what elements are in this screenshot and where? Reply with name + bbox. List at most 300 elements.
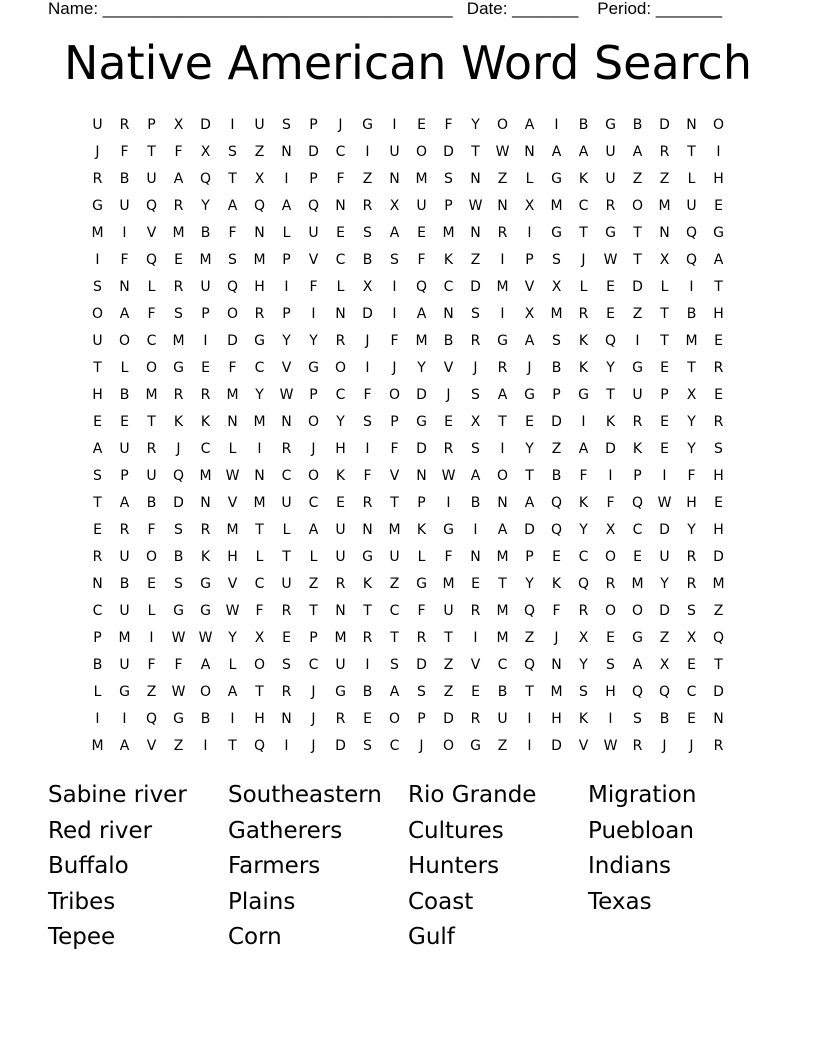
grid-letter[interactable]: E bbox=[417, 224, 426, 241]
period-line[interactable]: _______ bbox=[655, 0, 723, 18]
grid-letter[interactable]: Y bbox=[660, 575, 669, 592]
grid-letter[interactable]: M bbox=[388, 521, 401, 538]
grid-letter[interactable]: K bbox=[605, 413, 616, 430]
grid-letter[interactable]: C bbox=[308, 656, 319, 673]
grid-letter[interactable]: G bbox=[605, 116, 616, 133]
grid-letter[interactable]: U bbox=[119, 440, 130, 457]
grid-letter[interactable]: F bbox=[390, 440, 399, 457]
grid-letter[interactable]: M bbox=[334, 629, 347, 646]
grid-letter[interactable]: G bbox=[551, 170, 562, 187]
grid-letter[interactable]: F bbox=[228, 359, 237, 376]
grid-letter[interactable]: N bbox=[551, 656, 562, 673]
grid-letter[interactable]: P bbox=[309, 386, 318, 403]
grid-letter[interactable]: V bbox=[470, 656, 481, 673]
grid-letter[interactable]: L bbox=[579, 278, 588, 295]
grid-letter[interactable]: O bbox=[442, 737, 455, 754]
grid-letter[interactable]: B bbox=[173, 548, 184, 565]
grid-letter[interactable]: W bbox=[171, 683, 186, 700]
grid-letter[interactable]: J bbox=[338, 116, 343, 133]
grid-letter[interactable]: Q bbox=[712, 629, 725, 646]
grid-letter[interactable]: Q bbox=[550, 494, 563, 511]
grid-letter[interactable]: E bbox=[687, 710, 696, 727]
grid-letter[interactable]: D bbox=[659, 602, 670, 619]
grid-letter[interactable]: K bbox=[578, 332, 589, 349]
grid-letter[interactable]: T bbox=[525, 683, 534, 700]
grid-letter[interactable]: O bbox=[604, 602, 617, 619]
grid-letter[interactable]: Q bbox=[631, 683, 644, 700]
grid-letter[interactable]: D bbox=[416, 656, 427, 673]
grid-letter[interactable]: M bbox=[226, 521, 239, 538]
grid-letter[interactable]: F bbox=[390, 332, 399, 349]
grid-letter[interactable]: N bbox=[497, 197, 508, 214]
grid-letter[interactable]: C bbox=[632, 521, 643, 538]
grid-letter[interactable]: T bbox=[228, 737, 237, 754]
grid-letter[interactable]: H bbox=[227, 548, 238, 565]
grid-letter[interactable]: N bbox=[389, 170, 400, 187]
grid-letter[interactable]: Q bbox=[172, 467, 185, 484]
grid-letter[interactable]: G bbox=[632, 629, 643, 646]
grid-letter[interactable]: E bbox=[174, 251, 183, 268]
grid-letter[interactable]: I bbox=[689, 278, 694, 295]
grid-letter[interactable]: C bbox=[335, 143, 346, 160]
grid-letter[interactable]: O bbox=[388, 710, 401, 727]
grid-letter[interactable]: T bbox=[390, 494, 399, 511]
grid-letter[interactable]: Z bbox=[173, 737, 184, 754]
grid-letter[interactable]: I bbox=[500, 305, 505, 322]
grid-letter[interactable]: T bbox=[498, 413, 507, 430]
grid-letter[interactable]: X bbox=[389, 197, 400, 214]
grid-letter[interactable]: R bbox=[173, 197, 184, 214]
grid-letter[interactable]: S bbox=[606, 656, 615, 673]
grid-letter[interactable]: A bbox=[119, 737, 130, 754]
grid-letter[interactable]: A bbox=[173, 170, 184, 187]
grid-letter[interactable]: I bbox=[95, 710, 100, 727]
grid-letter[interactable]: J bbox=[311, 737, 316, 754]
grid-letter[interactable]: A bbox=[578, 143, 589, 160]
grid-letter[interactable]: P bbox=[660, 386, 669, 403]
grid-letter[interactable]: H bbox=[254, 710, 265, 727]
grid-letter[interactable]: I bbox=[716, 143, 721, 160]
grid-letter[interactable]: M bbox=[172, 332, 185, 349]
grid-letter[interactable]: A bbox=[632, 143, 643, 160]
grid-letter[interactable]: R bbox=[713, 359, 724, 376]
grid-letter[interactable]: N bbox=[335, 305, 346, 322]
grid-letter[interactable]: G bbox=[200, 602, 211, 619]
grid-letter[interactable]: O bbox=[388, 386, 401, 403]
grid-letter[interactable]: M bbox=[253, 251, 266, 268]
grid-letter[interactable]: D bbox=[713, 683, 724, 700]
grid-letter[interactable]: T bbox=[309, 602, 318, 619]
grid-letter[interactable]: M bbox=[91, 224, 104, 241]
grid-letter[interactable]: E bbox=[714, 197, 723, 214]
grid-letter[interactable]: E bbox=[93, 521, 102, 538]
grid-letter[interactable]: A bbox=[227, 683, 238, 700]
grid-letter[interactable]: U bbox=[632, 386, 643, 403]
grid-letter[interactable]: C bbox=[308, 494, 319, 511]
grid-letter[interactable]: C bbox=[281, 467, 292, 484]
grid-letter[interactable]: M bbox=[91, 737, 104, 754]
grid-letter[interactable]: I bbox=[581, 413, 586, 430]
grid-letter[interactable]: D bbox=[605, 440, 616, 457]
grid-letter[interactable]: E bbox=[660, 359, 669, 376]
grid-letter[interactable]: K bbox=[362, 575, 373, 592]
grid-letter[interactable]: E bbox=[687, 656, 696, 673]
grid-letter[interactable]: A bbox=[470, 467, 481, 484]
grid-letter[interactable]: A bbox=[119, 494, 130, 511]
grid-letter[interactable]: J bbox=[365, 332, 370, 349]
grid-letter[interactable]: U bbox=[92, 116, 103, 133]
grid-letter[interactable]: N bbox=[443, 305, 454, 322]
grid-letter[interactable]: O bbox=[712, 116, 725, 133]
grid-letter[interactable]: R bbox=[443, 440, 454, 457]
grid-letter[interactable]: G bbox=[416, 575, 427, 592]
grid-letter[interactable]: U bbox=[92, 332, 103, 349]
grid-letter[interactable]: T bbox=[714, 656, 723, 673]
grid-letter[interactable]: K bbox=[200, 413, 211, 430]
grid-letter[interactable]: R bbox=[281, 602, 292, 619]
grid-letter[interactable]: T bbox=[363, 602, 372, 619]
grid-letter[interactable]: L bbox=[228, 656, 237, 673]
grid-letter[interactable]: G bbox=[200, 575, 211, 592]
grid-letter[interactable]: P bbox=[633, 467, 642, 484]
grid-letter[interactable]: E bbox=[93, 413, 102, 430]
grid-letter[interactable]: Y bbox=[525, 575, 534, 592]
grid-letter[interactable]: C bbox=[146, 332, 157, 349]
grid-letter[interactable]: T bbox=[687, 143, 696, 160]
grid-letter[interactable]: F bbox=[579, 467, 588, 484]
grid-letter[interactable]: E bbox=[336, 494, 345, 511]
grid-letter[interactable]: C bbox=[335, 251, 346, 268]
grid-letter[interactable]: M bbox=[415, 332, 428, 349]
grid-letter[interactable]: J bbox=[554, 629, 559, 646]
grid-letter[interactable]: N bbox=[200, 494, 211, 511]
grid-letter[interactable]: R bbox=[281, 683, 292, 700]
grid-letter[interactable]: Q bbox=[631, 494, 644, 511]
grid-letter[interactable]: M bbox=[145, 386, 158, 403]
grid-letter[interactable]: R bbox=[119, 521, 130, 538]
grid-letter[interactable]: M bbox=[685, 332, 698, 349]
grid-letter[interactable]: M bbox=[118, 629, 131, 646]
grid-letter[interactable]: A bbox=[551, 143, 562, 160]
grid-letter[interactable]: X bbox=[524, 305, 535, 322]
grid-letter[interactable]: M bbox=[442, 224, 455, 241]
grid-letter[interactable]: F bbox=[552, 602, 561, 619]
grid-letter[interactable]: O bbox=[415, 143, 428, 160]
grid-letter[interactable]: T bbox=[606, 386, 615, 403]
grid-letter[interactable]: C bbox=[578, 548, 589, 565]
grid-letter[interactable]: R bbox=[713, 413, 724, 430]
grid-letter[interactable]: T bbox=[390, 629, 399, 646]
grid-letter[interactable]: I bbox=[392, 278, 397, 295]
grid-letter[interactable]: N bbox=[470, 170, 481, 187]
grid-letter[interactable]: S bbox=[552, 332, 561, 349]
grid-letter[interactable]: X bbox=[254, 629, 265, 646]
grid-letter[interactable]: V bbox=[227, 575, 238, 592]
grid-letter[interactable]: P bbox=[552, 386, 561, 403]
grid-letter[interactable]: A bbox=[119, 305, 130, 322]
grid-letter[interactable]: C bbox=[443, 278, 454, 295]
grid-letter[interactable]: T bbox=[525, 467, 534, 484]
grid-letter[interactable]: S bbox=[390, 656, 399, 673]
grid-letter[interactable]: N bbox=[524, 143, 535, 160]
grid-letter[interactable]: X bbox=[578, 629, 589, 646]
grid-letter[interactable]: N bbox=[362, 521, 373, 538]
grid-letter[interactable]: V bbox=[443, 359, 454, 376]
grid-letter[interactable]: M bbox=[658, 197, 671, 214]
grid-letter[interactable]: C bbox=[254, 575, 265, 592]
grid-letter[interactable]: G bbox=[308, 359, 319, 376]
grid-letter[interactable]: M bbox=[253, 413, 266, 430]
grid-letter[interactable]: A bbox=[578, 440, 589, 457]
grid-letter[interactable]: Z bbox=[470, 251, 481, 268]
grid-letter[interactable]: R bbox=[200, 386, 211, 403]
grid-letter[interactable]: D bbox=[551, 413, 562, 430]
grid-letter[interactable]: I bbox=[608, 467, 613, 484]
grid-letter[interactable]: U bbox=[308, 224, 319, 241]
grid-letter[interactable]: N bbox=[713, 710, 724, 727]
grid-letter[interactable]: B bbox=[92, 656, 103, 673]
grid-letter[interactable]: R bbox=[335, 575, 346, 592]
grid-letter[interactable]: T bbox=[444, 629, 453, 646]
grid-letter[interactable]: F bbox=[147, 521, 156, 538]
grid-letter[interactable]: G bbox=[416, 413, 427, 430]
grid-letter[interactable]: H bbox=[605, 683, 616, 700]
grid-letter[interactable]: T bbox=[93, 359, 102, 376]
grid-letter[interactable]: L bbox=[309, 548, 318, 565]
grid-letter[interactable]: U bbox=[254, 116, 265, 133]
grid-letter[interactable]: U bbox=[146, 467, 157, 484]
grid-letter[interactable]: H bbox=[335, 440, 346, 457]
grid-letter[interactable]: W bbox=[279, 386, 294, 403]
grid-letter[interactable]: Y bbox=[579, 521, 588, 538]
grid-letter[interactable]: F bbox=[417, 251, 426, 268]
grid-letter[interactable]: X bbox=[659, 656, 670, 673]
grid-letter[interactable]: D bbox=[659, 116, 670, 133]
grid-letter[interactable]: S bbox=[390, 251, 399, 268]
grid-letter[interactable]: B bbox=[686, 305, 697, 322]
grid-letter[interactable]: Z bbox=[659, 629, 670, 646]
grid-letter[interactable]: A bbox=[524, 332, 535, 349]
grid-letter[interactable]: U bbox=[119, 197, 130, 214]
grid-letter[interactable]: I bbox=[284, 170, 289, 187]
grid-letter[interactable]: G bbox=[362, 548, 373, 565]
grid-letter[interactable]: R bbox=[416, 629, 427, 646]
grid-letter[interactable]: D bbox=[335, 737, 346, 754]
grid-letter[interactable]: U bbox=[605, 170, 616, 187]
grid-letter[interactable]: S bbox=[93, 278, 102, 295]
grid-letter[interactable]: T bbox=[633, 224, 642, 241]
grid-letter[interactable]: X bbox=[362, 278, 373, 295]
grid-letter[interactable]: W bbox=[657, 494, 672, 511]
grid-letter[interactable]: G bbox=[470, 737, 481, 754]
grid-letter[interactable]: H bbox=[713, 467, 724, 484]
grid-letter[interactable]: P bbox=[309, 170, 318, 187]
grid-letter[interactable]: O bbox=[118, 332, 131, 349]
grid-letter[interactable]: J bbox=[311, 440, 316, 457]
grid-letter[interactable]: R bbox=[497, 359, 508, 376]
grid-letter[interactable]: H bbox=[713, 521, 724, 538]
grid-letter[interactable]: S bbox=[471, 440, 480, 457]
grid-letter[interactable]: X bbox=[686, 629, 697, 646]
grid-letter[interactable]: T bbox=[471, 143, 480, 160]
grid-letter[interactable]: Q bbox=[604, 332, 617, 349]
grid-letter[interactable]: Y bbox=[201, 197, 210, 214]
grid-letter[interactable]: F bbox=[336, 170, 345, 187]
grid-letter[interactable]: H bbox=[254, 278, 265, 295]
grid-letter[interactable]: T bbox=[633, 251, 642, 268]
grid-letter[interactable]: E bbox=[606, 278, 615, 295]
grid-letter[interactable]: D bbox=[659, 521, 670, 538]
grid-letter[interactable]: M bbox=[496, 629, 509, 646]
grid-letter[interactable]: K bbox=[578, 359, 589, 376]
grid-letter[interactable]: L bbox=[525, 170, 534, 187]
grid-letter[interactable]: B bbox=[551, 359, 562, 376]
grid-letter[interactable]: R bbox=[173, 386, 184, 403]
grid-letter[interactable]: B bbox=[362, 251, 373, 268]
grid-letter[interactable]: O bbox=[91, 305, 104, 322]
grid-letter[interactable]: E bbox=[471, 683, 480, 700]
grid-letter[interactable]: A bbox=[524, 494, 535, 511]
grid-letter[interactable]: G bbox=[551, 224, 562, 241]
grid-letter[interactable]: B bbox=[497, 683, 508, 700]
grid-letter[interactable]: I bbox=[473, 521, 478, 538]
grid-letter[interactable]: Y bbox=[255, 386, 264, 403]
grid-letter[interactable]: Q bbox=[145, 710, 158, 727]
grid-letter[interactable]: X bbox=[524, 197, 535, 214]
grid-letter[interactable]: F bbox=[363, 386, 372, 403]
grid-letter[interactable]: U bbox=[416, 197, 427, 214]
grid-letter[interactable]: A bbox=[497, 521, 508, 538]
grid-letter[interactable]: E bbox=[606, 629, 615, 646]
grid-letter[interactable]: O bbox=[145, 359, 158, 376]
grid-letter[interactable]: E bbox=[552, 548, 561, 565]
grid-letter[interactable]: R bbox=[254, 305, 265, 322]
grid-letter[interactable]: M bbox=[226, 386, 239, 403]
grid-letter[interactable]: I bbox=[122, 224, 127, 241]
grid-letter[interactable]: Z bbox=[389, 575, 400, 592]
grid-letter[interactable]: I bbox=[230, 116, 235, 133]
grid-letter[interactable]: R bbox=[335, 710, 346, 727]
grid-letter[interactable]: Z bbox=[308, 575, 319, 592]
grid-letter[interactable]: F bbox=[174, 143, 183, 160]
grid-letter[interactable]: M bbox=[172, 224, 185, 241]
grid-letter[interactable]: N bbox=[281, 710, 292, 727]
grid-letter[interactable]: U bbox=[335, 548, 346, 565]
grid-letter[interactable]: T bbox=[498, 575, 507, 592]
grid-letter[interactable]: O bbox=[496, 116, 509, 133]
grid-letter[interactable]: O bbox=[631, 197, 644, 214]
grid-letter[interactable]: E bbox=[471, 575, 480, 592]
grid-letter[interactable]: Q bbox=[685, 224, 698, 241]
grid-letter[interactable]: B bbox=[146, 494, 157, 511]
grid-letter[interactable]: N bbox=[470, 548, 481, 565]
grid-letter[interactable]: S bbox=[471, 386, 480, 403]
grid-letter[interactable]: D bbox=[713, 548, 724, 565]
grid-letter[interactable]: D bbox=[308, 143, 319, 160]
grid-letter[interactable]: S bbox=[174, 575, 183, 592]
grid-letter[interactable]: Q bbox=[415, 278, 428, 295]
grid-letter[interactable]: E bbox=[660, 440, 669, 457]
grid-letter[interactable]: G bbox=[362, 116, 373, 133]
grid-letter[interactable]: Y bbox=[417, 359, 426, 376]
grid-letter[interactable]: S bbox=[714, 440, 723, 457]
grid-letter[interactable]: Q bbox=[145, 251, 158, 268]
grid-letter[interactable]: S bbox=[579, 683, 588, 700]
grid-letter[interactable]: W bbox=[468, 197, 483, 214]
grid-letter[interactable]: O bbox=[199, 683, 212, 700]
grid-letter[interactable]: U bbox=[146, 170, 157, 187]
grid-letter[interactable]: A bbox=[632, 656, 643, 673]
grid-letter[interactable]: D bbox=[443, 143, 454, 160]
grid-letter[interactable]: Y bbox=[336, 413, 345, 430]
grid-letter[interactable]: T bbox=[228, 170, 237, 187]
grid-letter[interactable]: H bbox=[713, 170, 724, 187]
grid-letter[interactable]: J bbox=[392, 359, 397, 376]
grid-letter[interactable]: F bbox=[687, 467, 696, 484]
grid-letter[interactable]: E bbox=[714, 332, 723, 349]
grid-letter[interactable]: Z bbox=[497, 737, 508, 754]
grid-letter[interactable]: C bbox=[200, 440, 211, 457]
grid-letter[interactable]: H bbox=[551, 710, 562, 727]
grid-letter[interactable]: Z bbox=[443, 656, 454, 673]
grid-letter[interactable]: Q bbox=[307, 197, 320, 214]
grid-letter[interactable]: M bbox=[199, 251, 212, 268]
grid-letter[interactable]: U bbox=[281, 575, 292, 592]
grid-letter[interactable]: H bbox=[713, 305, 724, 322]
grid-letter[interactable]: D bbox=[173, 494, 184, 511]
grid-letter[interactable]: K bbox=[173, 413, 184, 430]
grid-letter[interactable]: R bbox=[92, 548, 103, 565]
grid-letter[interactable]: C bbox=[578, 197, 589, 214]
grid-letter[interactable]: S bbox=[93, 467, 102, 484]
grid-letter[interactable]: R bbox=[470, 332, 481, 349]
grid-letter[interactable]: O bbox=[631, 602, 644, 619]
grid-letter[interactable]: J bbox=[689, 737, 694, 754]
grid-letter[interactable]: R bbox=[632, 413, 643, 430]
grid-letter[interactable]: O bbox=[307, 467, 320, 484]
grid-letter[interactable]: S bbox=[687, 602, 696, 619]
grid-letter[interactable]: S bbox=[228, 251, 237, 268]
grid-letter[interactable]: J bbox=[311, 710, 316, 727]
grid-letter[interactable]: S bbox=[282, 656, 291, 673]
grid-letter[interactable]: D bbox=[443, 710, 454, 727]
grid-letter[interactable]: M bbox=[496, 278, 509, 295]
grid-letter[interactable]: T bbox=[282, 548, 291, 565]
grid-letter[interactable]: D bbox=[416, 440, 427, 457]
grid-letter[interactable]: H bbox=[92, 386, 103, 403]
grid-letter[interactable]: E bbox=[660, 413, 669, 430]
grid-letter[interactable]: M bbox=[415, 170, 428, 187]
grid-letter[interactable]: X bbox=[659, 251, 670, 268]
grid-letter[interactable]: I bbox=[446, 494, 451, 511]
grid-letter[interactable]: J bbox=[311, 683, 316, 700]
grid-letter[interactable]: S bbox=[363, 224, 372, 241]
grid-letter[interactable]: O bbox=[253, 656, 266, 673]
grid-letter[interactable]: I bbox=[392, 305, 397, 322]
grid-letter[interactable]: Y bbox=[687, 440, 696, 457]
grid-letter[interactable]: Q bbox=[199, 170, 212, 187]
grid-letter[interactable]: V bbox=[308, 251, 319, 268]
grid-letter[interactable]: N bbox=[335, 602, 346, 619]
grid-letter[interactable]: L bbox=[228, 440, 237, 457]
grid-letter[interactable]: S bbox=[174, 305, 183, 322]
grid-letter[interactable]: P bbox=[93, 629, 102, 646]
grid-letter[interactable]: J bbox=[176, 440, 181, 457]
grid-letter[interactable]: F bbox=[120, 251, 129, 268]
grid-letter[interactable]: J bbox=[95, 143, 100, 160]
grid-letter[interactable]: C bbox=[497, 656, 508, 673]
grid-letter[interactable]: J bbox=[473, 359, 478, 376]
